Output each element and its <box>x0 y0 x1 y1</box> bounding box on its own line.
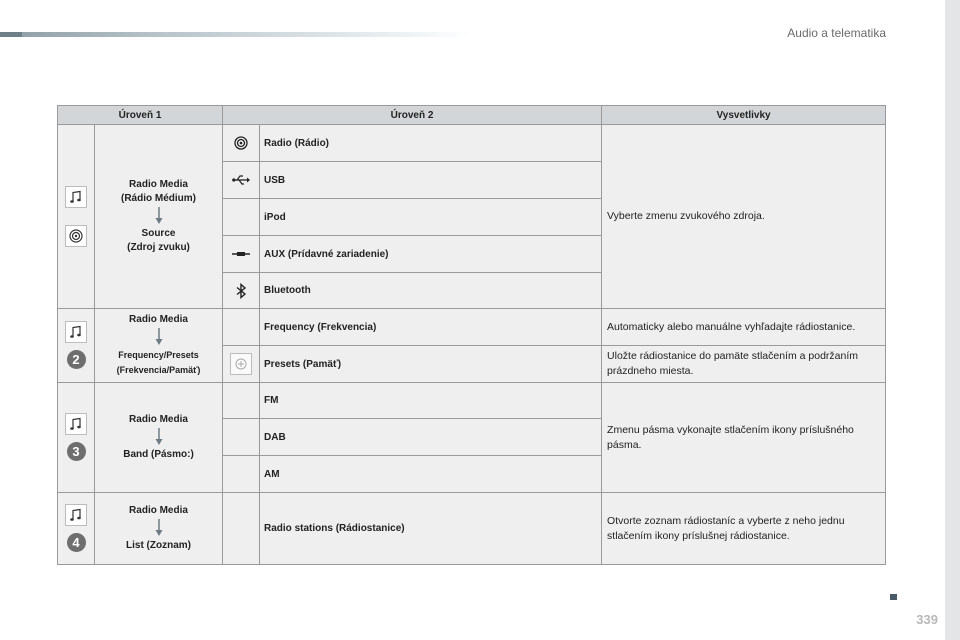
level2-icon-cell <box>223 419 260 456</box>
music-note-icon <box>65 504 87 526</box>
arrow-down-icon <box>155 519 163 537</box>
level2-item: Radio (Rádio) <box>260 125 602 162</box>
level2-icon-cell <box>223 273 260 309</box>
level2-item: Radio stations (Rádiostanice) <box>260 493 602 565</box>
level2-item: DAB <box>260 419 602 456</box>
presets-plus-icon <box>230 353 252 375</box>
usb-icon <box>232 174 250 186</box>
menu-levels-table <box>57 105 886 565</box>
music-note-icon <box>65 413 87 435</box>
level1-icons <box>58 309 95 383</box>
header-explanations: Vysvetlivky <box>602 106 886 125</box>
page-header-title: Audio a telematika <box>787 26 886 40</box>
radio-icon <box>233 135 249 151</box>
description: Uložte rádiostanice do pamäte stlačením a podržaním prázdneho miesta. <box>602 346 886 383</box>
source-label: (Zdroj zvuku) <box>127 242 190 253</box>
level2-item: iPod <box>260 199 602 236</box>
level1-icons <box>58 125 95 309</box>
level2-icon-cell <box>223 199 260 236</box>
level1-source <box>95 125 223 309</box>
description: Otvorte zoznam rádiostaníc a vyberte z neho jednu stlačením ikony príslušnej rádiostanice. <box>602 493 886 565</box>
page-marker <box>890 594 897 600</box>
table-row <box>58 383 886 419</box>
level1-source <box>95 493 223 565</box>
header-level-2: Úroveň 2 <box>223 106 602 125</box>
page-edge-strip <box>945 0 960 640</box>
step-number-badge: 4 <box>67 533 86 552</box>
level2-item: FM <box>260 383 602 419</box>
step-number-badge: 2 <box>67 350 86 369</box>
level2-item: Bluetooth <box>260 273 602 309</box>
arrow-down-icon <box>155 428 163 446</box>
level2-icon-cell <box>223 309 260 346</box>
radio-icon <box>65 225 87 247</box>
level2-icon-cell <box>223 125 260 162</box>
level2-item: Frequency (Frekvencia) <box>260 309 602 346</box>
level1-source <box>95 309 223 383</box>
level2-icon-cell <box>223 162 260 199</box>
source-label: Radio Media <box>129 314 188 325</box>
level1-icons <box>58 383 95 493</box>
arrow-down-icon <box>155 328 163 346</box>
level2-icon-cell <box>223 456 260 493</box>
bluetooth-icon <box>235 283 247 299</box>
level2-icon-cell <box>223 346 260 383</box>
table-header-row <box>58 106 886 125</box>
page-number: 339 <box>916 612 938 627</box>
step-number-badge: 3 <box>67 442 86 461</box>
level2-icon-cell <box>223 383 260 419</box>
table-row <box>58 309 886 346</box>
description: Zmenu pásma vykonajte stlačením ikony príslušného pásma. <box>602 383 886 493</box>
level2-item: USB <box>260 162 602 199</box>
source-label: Band (Pásmo:) <box>123 449 194 460</box>
level2-item: AM <box>260 456 602 493</box>
table-row <box>58 493 886 565</box>
source-label: Radio Media <box>129 505 188 516</box>
source-label: Frequency/Presets <box>118 350 199 360</box>
source-label: Radio Media <box>129 414 188 425</box>
table-row <box>58 125 886 162</box>
source-label: (Frekvencia/Pamäť) <box>116 365 201 375</box>
description: Vyberte zmenu zvukového zdroja. <box>602 125 886 309</box>
level1-icons <box>58 493 95 565</box>
music-note-icon <box>65 321 87 343</box>
level2-item: Presets (Pamäť) <box>260 346 602 383</box>
level2-icon-cell <box>223 236 260 273</box>
description: Automaticky alebo manuálne vyhľadajte rádiostanice. <box>602 309 886 346</box>
source-label: Source <box>141 228 176 239</box>
header-bar <box>0 32 470 37</box>
source-label: (Rádio Médium) <box>121 193 196 204</box>
arrow-down-icon <box>155 207 163 225</box>
source-label: Radio Media <box>129 179 188 190</box>
level2-item: AUX (Prídavné zariadenie) <box>260 236 602 273</box>
aux-jack-icon <box>232 249 250 259</box>
header-level-1: Úroveň 1 <box>58 106 223 125</box>
level1-source <box>95 383 223 493</box>
level2-icon-cell <box>223 493 260 565</box>
music-note-icon <box>65 186 87 208</box>
source-label: List (Zoznam) <box>126 540 191 551</box>
